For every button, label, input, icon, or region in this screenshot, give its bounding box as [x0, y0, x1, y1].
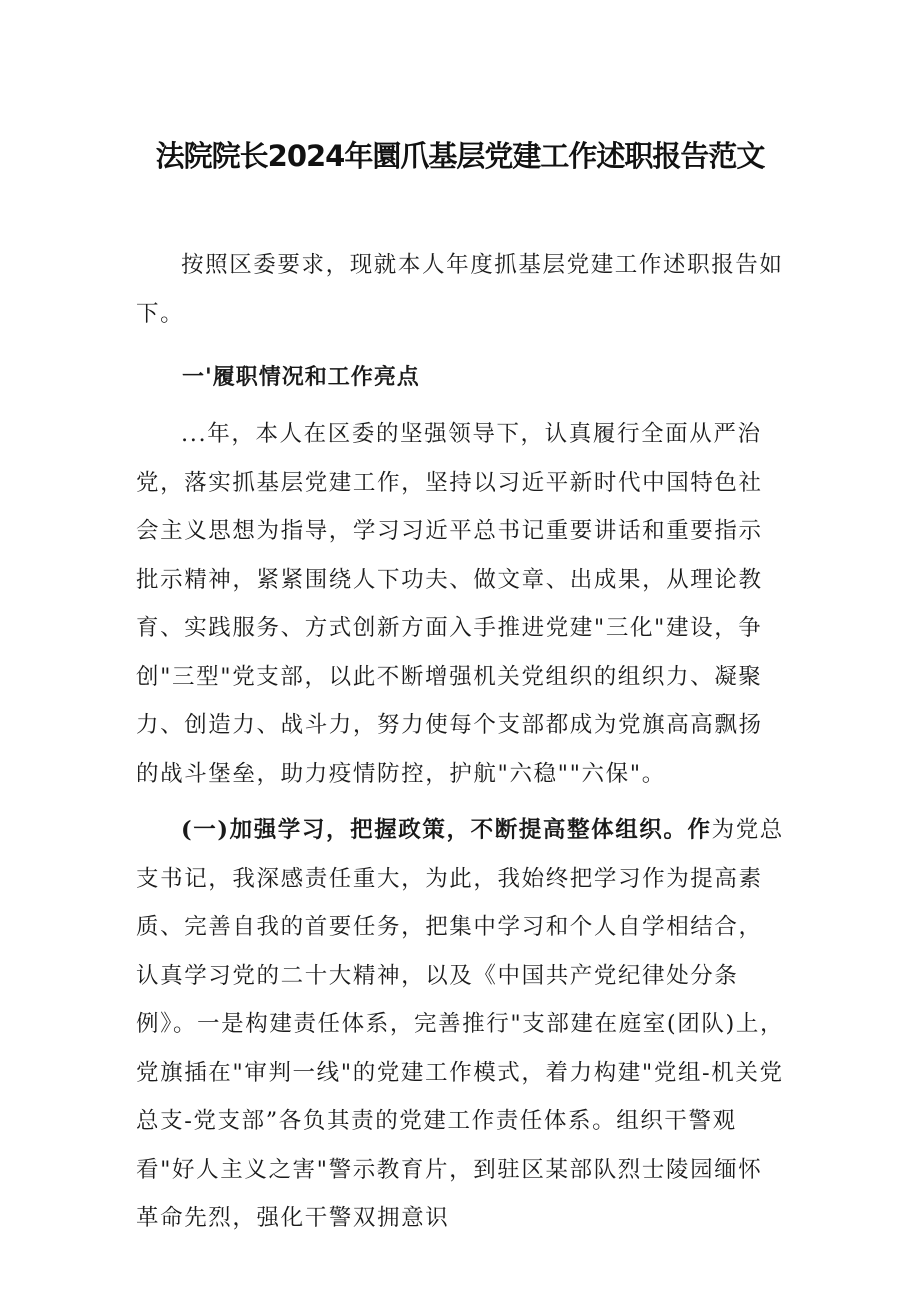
document-title: 法院院长2024年圜爪基层党建工作述职报告范文 [155, 139, 765, 173]
paragraph-2-lead: (一)加强学习，把握政策，不断提高整体组织。作 [181, 817, 712, 843]
paragraph-2-body: 为党总支书记，我深感责任重大，为此，我始终把学习作为提高素质、完善自我的首要任务，把集中学习和个人自学相结合，认真学习党的二十大精神，以及《中国共产党纪律处分条例》。一是构建责任体系，完善推行"支部建在庭室(团队)上，党旗插在"审判一线"的党建工作模式，着力构建"党组-机关党总支-党支部”各负其责的党建工作责任体系。组织干警观看"好人主义之害"警示教育片，到驻区某部队烈士陵园缅怀革命先烈，强化干警双拥意识 [136, 817, 785, 1231]
section-heading: 一'履职情况和工作亮点 [182, 364, 420, 390]
paragraph-2 [136, 806, 786, 1243]
intro-paragraph: 按照区委要求，现就本人年度抓基层党建工作述职报告如下。 [136, 252, 784, 327]
paragraph-1: ...年，本人在区委的坚强领导下，认真履行全面从严治党，落实抓基层党建工作，坚持以习近平新时代中国特色社会主义思想为指导，学习习近平总书记重要讲话和重要指示批示精神，紧紧围绕人下功夫、做文章、出成果，从理论教育、实践服务、方式创新方面入手推进党建"三化"建设，争创"三型"党支部，以此不断增强机关党组织的组织力、凝聚力、创造力、战斗力，努力使每个支部都成为党旗高高飘扬的战斗堡垒，助力疫情防控，护航"六稳""六保"。 [136, 421, 763, 787]
